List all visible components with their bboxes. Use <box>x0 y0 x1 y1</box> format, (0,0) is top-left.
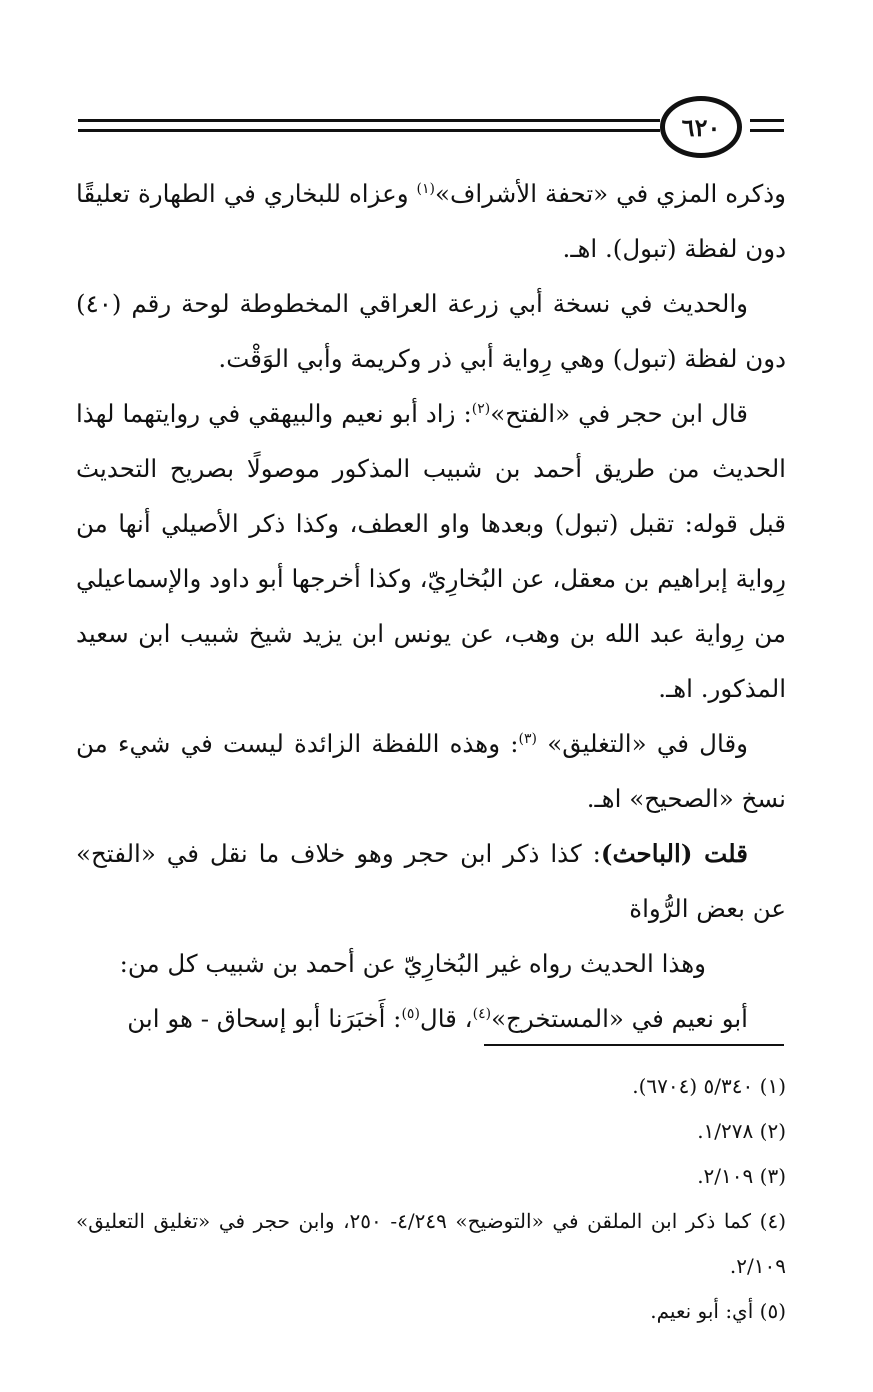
paragraph-text: وهذا الحديث رواه غير البُخارِيّ عن أحمد بن شبيب كل من: <box>119 949 706 978</box>
main-text <box>76 166 786 1046</box>
paragraph-text: والحديث في نسخة أبي زرعة العراقي المخطوطة لوحة رقم (٤٠) دون لفظة (تبول) وهي رِواية أبي ذر وكريمة وأبي الوَقْت. <box>76 289 786 373</box>
header-rule-bottom <box>78 129 660 132</box>
footnotes <box>76 1064 786 1334</box>
paragraph-text: : زاد أبو نعيم والبيهقي في روايتهما لهذا الحديث من طريق أحمد بن شبيب المذكور موصولًا بصريح التحديث قبل قوله: تقبل (تبول) وبعدها واو العطف، وكذا ذكر الأصيلي أنها من رِواية إبراهيم بن معقل، عن البُخارِيّ، وكذا أخرجها أبو داود والإسماعيلي من رِواية عبد الله بن وهب، عن يونس ابن يزيد شيخ شبيب ابن سعيد المذكور. اهـ. <box>76 399 786 703</box>
paragraph <box>76 936 786 991</box>
header-rule-right-bottom <box>750 129 784 132</box>
footnote-ref[interactable]: (٤) <box>472 1005 492 1022</box>
paragraph <box>76 826 786 936</box>
footnote-ref[interactable]: (٥) <box>401 1005 420 1022</box>
paragraph-text: أبو نعيم في «المستخرج» <box>491 1004 748 1033</box>
paragraph <box>76 166 786 276</box>
paragraph-text: : وهذه اللفظة الزائدة ليست في شيء من نسخ «الصحيح» اهـ. <box>76 729 786 813</box>
page-header <box>78 96 784 158</box>
paragraph <box>76 716 786 826</box>
paragraph-text: : أَخبَرَنا أبو إسحاق - هو ابن <box>127 1004 402 1033</box>
paragraph <box>76 386 786 716</box>
header-rule-right-top <box>750 119 784 122</box>
paragraph-text: وعزاه للبخاري في الطهارة تعليقًا دون لفظة (تبول). اهـ. <box>76 179 786 263</box>
paragraph-text: : كذا ذكر ابن حجر وهو خلاف ما نقل في «الفتح» عن بعض الرُّواة <box>76 839 786 923</box>
footnote: (١) ٥/٣٤٠ (٦٧٠٤). <box>632 1074 786 1098</box>
paragraph-text: ، قال <box>419 1004 473 1033</box>
footnote: (٥) أي: أبو نعيم. <box>650 1299 786 1323</box>
footnote: (٢) ١/٢٧٨. <box>697 1119 786 1143</box>
paragraph <box>76 276 786 386</box>
header-rule-top <box>78 119 660 122</box>
page-number: ٦٢٠ <box>660 96 742 158</box>
footnote: (٤) كما ذكر ابن الملقن في «التوضيح» ٤/٢٤٩- ٢٥٠، وابن حجر في «تغليق التعليق» ٢/١٠٩. <box>76 1209 786 1278</box>
paragraph <box>76 991 786 1046</box>
footnote: (٣) ٢/١٠٩. <box>697 1164 786 1188</box>
footnote-ref[interactable]: (٢) <box>471 400 491 417</box>
footnote-ref[interactable]: (١) <box>416 180 436 197</box>
footnote-separator <box>484 1044 784 1046</box>
paragraph-text: وذكره المزي في «تحفة الأشراف» <box>435 179 786 208</box>
footnote-ref[interactable]: (٣) <box>518 730 537 747</box>
paragraph-text: قال ابن حجر في «الفتح» <box>490 399 749 428</box>
researcher-note-lead: قلت (الباحث) <box>600 839 748 868</box>
paragraph-text: وقال في «التغليق» <box>536 729 748 758</box>
